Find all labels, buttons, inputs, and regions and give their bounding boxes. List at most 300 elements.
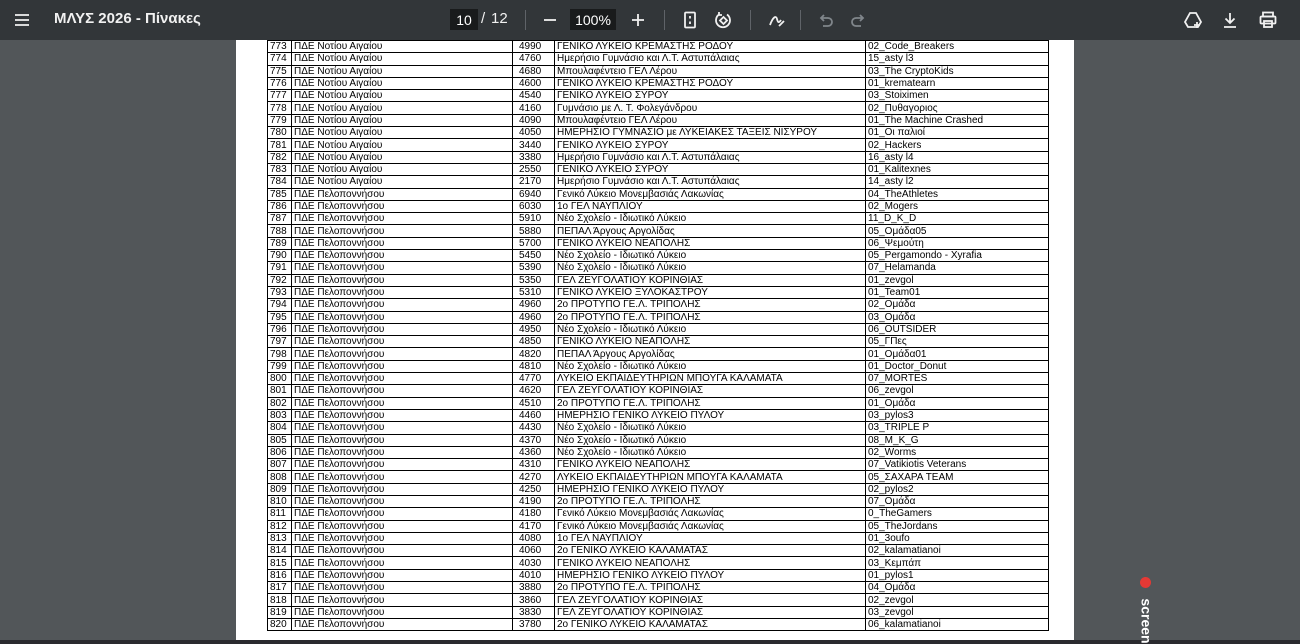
region-cell: ΠΔΕ Πελοποννήσου [292,618,513,630]
row-number-cell: 817 [268,582,292,594]
row-number-cell: 809 [268,483,292,495]
region-cell: ΠΔΕ Πελοποννήσου [292,532,513,544]
table-row [268,90,1049,102]
score-cell: 6940 [513,188,555,200]
download-icon [1220,10,1240,30]
score-cell: 4050 [513,127,555,139]
score-cell: 4030 [513,557,555,569]
team-cell: 05_Pergamondo - Xyrafia [866,250,1049,262]
region-cell: ΠΔΕ Νοτίου Αιγαίου [292,163,513,175]
row-number-cell: 818 [268,594,292,606]
team-cell: 06_Ψεμούτη [866,237,1049,249]
results-table [267,40,1049,631]
row-number-cell: 773 [268,41,292,53]
table-row [268,360,1049,372]
table-row [268,139,1049,151]
zoom-out-button[interactable] [538,6,562,34]
school-cell: ΓΕΝΙΚΟ ΛΥΚΕΙΟ ΣΥΡΟΥ [555,139,866,151]
row-number-cell: 798 [268,348,292,360]
region-cell: ΠΔΕ Πελοποννήσου [292,508,513,520]
row-number-cell: 819 [268,606,292,618]
region-cell: ΠΔΕ Πελοποννήσου [292,360,513,372]
table-row [268,569,1049,581]
school-cell: Νέο Σχολείο - Ιδιωτικό Λύκειο [555,360,866,372]
school-cell: ΗΜΕΡΗΣΙΟ ΓΥΜΝΑΣΙΟ με ΛΥΚΕΙΑΚΕΣ ΤΑΞΕΙΣ ΝΙΣΥΡΟΥ [555,127,866,139]
row-number-cell: 780 [268,127,292,139]
table-row [268,127,1049,139]
school-cell: ΠΕΠΑΛ Άργους Αργολίδας [555,225,866,237]
row-number-cell: 801 [268,385,292,397]
row-number-cell: 778 [268,102,292,114]
team-cell: 06_zevgol [866,385,1049,397]
toolbar-divider [664,10,665,30]
screen-recording-indicator[interactable] [1136,575,1155,644]
region-cell: ΠΔΕ Πελοποννήσου [292,262,513,274]
school-cell: ΛΥΚΕΙΟ ΕΚΠΑΙΔΕΥΤΗΡΙΩΝ ΜΠΟΥΓΑ ΚΑΛΑΜΑΤΑ [555,471,866,483]
score-cell: 5450 [513,250,555,262]
row-number-cell: 788 [268,225,292,237]
drive-add-icon [1183,10,1203,30]
school-cell: Νέο Σχολείο - Ιδιωτικό Λύκειο [555,434,866,446]
team-cell: 02_pylos2 [866,483,1049,495]
page-total: 12 [491,10,508,27]
team-cell: 03_Ομάδα [866,311,1049,323]
team-cell: 0_TheGamers [866,508,1049,520]
team-cell: 16_asty l4 [866,151,1049,163]
score-cell: 4170 [513,520,555,532]
region-cell: ΠΔΕ Πελοποννήσου [292,557,513,569]
row-number-cell: 795 [268,311,292,323]
redo-button[interactable] [848,6,870,34]
score-cell: 4990 [513,41,555,53]
school-cell: ΓΕΝΙΚΟ ΛΥΚΕΙΟ ΚΡΕΜΑΣΤΗΣ ΡΟΔΟΥ [555,77,866,89]
row-number-cell: 781 [268,139,292,151]
region-cell: ΠΔΕ Νοτίου Αιγαίου [292,65,513,77]
score-cell: 4080 [513,532,555,544]
team-cell: 01_Οι παλιοί [866,127,1049,139]
row-number-cell: 813 [268,532,292,544]
table-row [268,200,1049,212]
team-cell: 07_Vatikiotis Veterans [866,459,1049,471]
pdf-viewer[interactable] [0,40,1300,640]
region-cell: ΠΔΕ Νοτίου Αιγαίου [292,102,513,114]
table-row [268,348,1049,360]
region-cell: ΠΔΕ Πελοποννήσου [292,594,513,606]
row-number-cell: 774 [268,53,292,65]
score-cell: 5350 [513,274,555,286]
team-cell: 02_kalamatianoi [866,545,1049,557]
school-cell: 1ο ΓΕΛ ΝΑΥΠΛΙΟΥ [555,532,866,544]
recording-label: screen [1138,598,1155,644]
table-row [268,323,1049,335]
region-cell: ΠΔΕ Πελοποννήσου [292,274,513,286]
row-number-cell: 787 [268,213,292,225]
table-row [268,299,1049,311]
school-cell: ΗΜΕΡΗΣΙΟ ΓΕΝΙΚΟ ΛΥΚΕΙΟ ΠΥΛΟΥ [555,409,866,421]
school-cell: ΓΕΛ ΖΕΥΓΟΛΑΤΙΟΥ ΚΟΡΙΝΘΙΑΣ [555,606,866,618]
school-cell: Νέο Σχολείο - Ιδιωτικό Λύκειο [555,422,866,434]
school-cell: 2ο ΠΡΟΤΥΠΟ ΓΕ.Λ. ΤΡΙΠΟΛΗΣ [555,582,866,594]
print-icon [1258,10,1278,30]
row-number-cell: 776 [268,77,292,89]
score-cell: 3440 [513,139,555,151]
rotate-icon [713,10,733,30]
table-row [268,483,1049,495]
row-number-cell: 792 [268,274,292,286]
region-cell: ΠΔΕ Νοτίου Αιγαίου [292,127,513,139]
team-cell: 08_M_K_G [866,434,1049,446]
team-cell: 15_asty l3 [866,53,1049,65]
team-cell: 01_zevgol [866,274,1049,286]
score-cell: 4620 [513,385,555,397]
row-number-cell: 820 [268,618,292,630]
row-number-cell: 775 [268,65,292,77]
region-cell: ΠΔΕ Πελοποννήσου [292,446,513,458]
region-cell: ΠΔΕ Πελοποννήσου [292,422,513,434]
school-cell: 2ο ΓΕΝΙΚΟ ΛΥΚΕΙΟ ΚΑΛΑΜΑΤΑΣ [555,545,866,557]
region-cell: ΠΔΕ Πελοποννήσου [292,200,513,212]
table-row [268,237,1049,249]
zoom-level-input[interactable]: 100% [570,9,616,30]
team-cell: 02_Πυθαγοριος [866,102,1049,114]
team-cell: 14_asty l2 [866,176,1049,188]
school-cell: Γενικό Λύκειο Μονεμβασιάς Λακωνίας [555,188,866,200]
table-row [268,311,1049,323]
score-cell: 4960 [513,311,555,323]
row-number-cell: 805 [268,434,292,446]
school-cell: ΓΕΝΙΚΟ ΛΥΚΕΙΟ ΝΕΑΠΟΛΗΣ [555,459,866,471]
region-cell: ΠΔΕ Πελοποννήσου [292,286,513,298]
school-cell: Γενικό Λύκειο Μονεμβασιάς Λακωνίας [555,520,866,532]
score-cell: 4820 [513,348,555,360]
region-cell: ΠΔΕ Νοτίου Αιγαίου [292,176,513,188]
zoom-in-button[interactable] [626,6,650,34]
school-cell: Ημερήσιο Γυμνάσιο και Λ.Τ. Αστυπάλαιας [555,53,866,65]
score-cell: 2170 [513,176,555,188]
region-cell: ΠΔΕ Πελοποννήσου [292,311,513,323]
toolbar-divider [800,10,801,30]
table-row [268,250,1049,262]
region-cell: ΠΔΕ Πελοποννήσου [292,582,513,594]
school-cell: 2ο ΠΡΟΤΥΠΟ ΓΕ.Λ. ΤΡΙΠΟΛΗΣ [555,495,866,507]
score-cell: 4680 [513,65,555,77]
table-row [268,213,1049,225]
school-cell: ΓΕΝΙΚΟ ΛΥΚΕΙΟ ΝΕΑΠΟΛΗΣ [555,336,866,348]
region-cell: ΠΔΕ Πελοποννήσου [292,213,513,225]
team-cell: 02_Hackers [866,139,1049,151]
row-number-cell: 796 [268,323,292,335]
team-cell: 04_TheAthletes [866,188,1049,200]
score-cell: 5390 [513,262,555,274]
fit-page-icon [680,10,700,30]
school-cell: Νέο Σχολείο - Ιδιωτικό Λύκειο [555,446,866,458]
table-row [268,582,1049,594]
region-cell: ΠΔΕ Πελοποννήσου [292,299,513,311]
score-cell: 4360 [513,446,555,458]
region-cell: ΠΔΕ Πελοποννήσου [292,606,513,618]
score-cell: 4540 [513,90,555,102]
row-number-cell: 814 [268,545,292,557]
score-cell: 3860 [513,594,555,606]
region-cell: ΠΔΕ Νοτίου Αιγαίου [292,114,513,126]
team-cell: 02_Ομάδα [866,299,1049,311]
table-row [268,225,1049,237]
table-row [268,163,1049,175]
team-cell: 11_D_K_D [866,213,1049,225]
toolbar-divider [525,10,526,30]
row-number-cell: 791 [268,262,292,274]
team-cell: 06_OUTSIDER [866,323,1049,335]
team-cell: 05_ΣΑΧΑΡΑ TEAM [866,471,1049,483]
pdf-page [236,40,1074,640]
team-cell: 07_Helamanda [866,262,1049,274]
document-title: ΜΛΥΣ 2026 - Πίνακες [54,10,201,27]
table-row [268,594,1049,606]
pen-icon [767,10,787,30]
row-number-cell: 799 [268,360,292,372]
region-cell: ΠΔΕ Πελοποννήσου [292,225,513,237]
table-row [268,532,1049,544]
table-row [268,471,1049,483]
region-cell: ΠΔΕ Πελοποννήσου [292,520,513,532]
page-separator: / [481,10,486,27]
region-cell: ΠΔΕ Νοτίου Αιγαίου [292,53,513,65]
team-cell: 07_MORTES [866,373,1049,385]
table-row [268,422,1049,434]
school-cell: ΓΕΛ ΖΕΥΓΟΛΑΤΙΟΥ ΚΟΡΙΝΘΙΑΣ [555,274,866,286]
school-cell: Ημερήσιο Γυμνάσιο και Λ.Τ. Αστυπάλαιας [555,176,866,188]
page-number-input[interactable]: 10 [450,9,478,30]
plus-icon [628,10,648,30]
row-number-cell: 800 [268,373,292,385]
team-cell: 01_pylos1 [866,569,1049,581]
region-cell: ΠΔΕ Πελοποννήσου [292,336,513,348]
table-row [268,114,1049,126]
row-number-cell: 789 [268,237,292,249]
row-number-cell: 782 [268,151,292,163]
table-row [268,65,1049,77]
school-cell: Νέο Σχολείο - Ιδιωτικό Λύκειο [555,250,866,262]
region-cell: ΠΔΕ Πελοποννήσου [292,483,513,495]
region-cell: ΠΔΕ Πελοποννήσου [292,237,513,249]
school-cell: ΗΜΕΡΗΣΙΟ ΓΕΝΙΚΟ ΛΥΚΕΙΟ ΠΥΛΟΥ [555,483,866,495]
region-cell: ΠΔΕ Νοτίου Αιγαίου [292,151,513,163]
table-row [268,606,1049,618]
score-cell: 4180 [513,508,555,520]
rotate-button[interactable] [710,6,736,34]
row-number-cell: 806 [268,446,292,458]
region-cell: ΠΔΕ Νοτίου Αιγαίου [292,139,513,151]
score-cell: 4950 [513,323,555,335]
school-cell: Μπουλαφέντειο ΓΕΛ Λέρου [555,65,866,77]
row-number-cell: 785 [268,188,292,200]
row-number-cell: 786 [268,200,292,212]
school-cell: ΓΕΝΙΚΟ ΛΥΚΕΙΟ ΚΡΕΜΑΣΤΗΣ ΡΟΔΟΥ [555,41,866,53]
region-cell: ΠΔΕ Νοτίου Αιγαίου [292,41,513,53]
school-cell: Ημερήσιο Γυμνάσιο και Λ.Τ. Αστυπάλαιας [555,151,866,163]
table-row [268,286,1049,298]
menu-button[interactable] [8,6,36,34]
school-cell: ΓΕΝΙΚΟ ΛΥΚΕΙΟ ΝΕΑΠΟΛΗΣ [555,237,866,249]
row-number-cell: 797 [268,336,292,348]
record-dot-icon [1140,577,1151,588]
team-cell: 02_Code_Breakers [866,41,1049,53]
table-row [268,102,1049,114]
score-cell: 4190 [513,495,555,507]
row-number-cell: 808 [268,471,292,483]
table-row [268,385,1049,397]
region-cell: ΠΔΕ Πελοποννήσου [292,373,513,385]
region-cell: ΠΔΕ Πελοποννήσου [292,545,513,557]
region-cell: ΠΔΕ Νοτίου Αιγαίου [292,77,513,89]
school-cell: ΗΜΕΡΗΣΙΟ ΓΕΝΙΚΟ ΛΥΚΕΙΟ ΠΥΛΟΥ [555,569,866,581]
region-cell: ΠΔΕ Πελοποννήσου [292,348,513,360]
score-cell: 3880 [513,582,555,594]
region-cell: ΠΔΕ Πελοποννήσου [292,434,513,446]
score-cell: 3380 [513,151,555,163]
region-cell: ΠΔΕ Νοτίου Αιγαίου [292,90,513,102]
school-cell: Γενικό Λύκειο Μονεμβασιάς Λακωνίας [555,508,866,520]
school-cell: Νέο Σχολείο - Ιδιωτικό Λύκειο [555,323,866,335]
row-number-cell: 793 [268,286,292,298]
score-cell: 5310 [513,286,555,298]
row-number-cell: 783 [268,163,292,175]
school-cell: ΓΕΛ ΖΕΥΓΟΛΑΤΙΟΥ ΚΟΡΙΝΘΙΑΣ [555,385,866,397]
score-cell: 4850 [513,336,555,348]
region-cell: ΠΔΕ Πελοποννήσου [292,323,513,335]
score-cell: 4370 [513,434,555,446]
school-cell: ΠΕΠΑΛ Άργους Αργολίδας [555,348,866,360]
table-row [268,373,1049,385]
team-cell: 01_Ομάδα01 [866,348,1049,360]
score-cell: 4810 [513,360,555,372]
table-row [268,188,1049,200]
team-cell: 03_TRIPLE P [866,422,1049,434]
add-to-drive-button[interactable] [1180,6,1206,34]
score-cell: 5910 [513,213,555,225]
table-row [268,520,1049,532]
region-cell: ΠΔΕ Πελοποννήσου [292,569,513,581]
school-cell: 2ο ΠΡΟΤΥΠΟ ΓΕ.Λ. ΤΡΙΠΟΛΗΣ [555,299,866,311]
score-cell: 4430 [513,422,555,434]
table-row [268,545,1049,557]
team-cell: 02_Worms [866,446,1049,458]
score-cell: 5700 [513,237,555,249]
table-row [268,459,1049,471]
table-row [268,495,1049,507]
row-number-cell: 810 [268,495,292,507]
team-cell: 03_Stoiximen [866,90,1049,102]
score-cell: 4270 [513,471,555,483]
school-cell: ΓΕΝΙΚΟ ΛΥΚΕΙΟ ΞΥΛΟΚΑΣΤΡΟΥ [555,286,866,298]
table-row [268,77,1049,89]
score-cell: 4760 [513,53,555,65]
print-button[interactable] [1255,6,1281,34]
row-number-cell: 779 [268,114,292,126]
table-row [268,397,1049,409]
row-number-cell: 777 [268,90,292,102]
region-cell: ΠΔΕ Πελοποννήσου [292,385,513,397]
region-cell: ΠΔΕ Πελοποννήσου [292,409,513,421]
score-cell: 4090 [513,114,555,126]
score-cell: 3780 [513,618,555,630]
table-row [268,409,1049,421]
region-cell: ΠΔΕ Πελοποννήσου [292,471,513,483]
row-number-cell: 816 [268,569,292,581]
team-cell: 02_zevgol [866,594,1049,606]
score-cell: 4460 [513,409,555,421]
team-cell: 01_krematearn [866,77,1049,89]
download-button[interactable] [1218,6,1242,34]
team-cell: 02_Mogers [866,200,1049,212]
score-cell: 4250 [513,483,555,495]
pdf-toolbar [0,0,1300,40]
table-row [268,557,1049,569]
team-cell: 01_Ομάδα [866,397,1049,409]
minus-icon [540,10,560,30]
row-number-cell: 784 [268,176,292,188]
team-cell: 03_pylos3 [866,409,1049,421]
team-cell: 01_Team01 [866,286,1049,298]
score-cell: 4770 [513,373,555,385]
table-row [268,53,1049,65]
school-cell: 2ο ΠΡΟΤΥΠΟ ΓΕ.Λ. ΤΡΙΠΟΛΗΣ [555,311,866,323]
score-cell: 6030 [513,200,555,212]
team-cell: 03_zevgol [866,606,1049,618]
school-cell: ΓΕΝΙΚΟ ΛΥΚΕΙΟ ΣΥΡΟΥ [555,163,866,175]
school-cell: ΛΥΚΕΙΟ ΕΚΠΑΙΔΕΥΤΗΡΙΩΝ ΜΠΟΥΓΑ ΚΑΛΑΜΑΤΑ [555,373,866,385]
table-row [268,508,1049,520]
table-row [268,446,1049,458]
score-cell: 4960 [513,299,555,311]
team-cell: 01_Doctor_Donut [866,360,1049,372]
region-cell: ΠΔΕ Πελοποννήσου [292,250,513,262]
row-number-cell: 811 [268,508,292,520]
team-cell: 05_TheJordans [866,520,1049,532]
row-number-cell: 794 [268,299,292,311]
table-row [268,336,1049,348]
table-row [268,262,1049,274]
table-row [268,618,1049,630]
fit-to-page-button[interactable] [678,6,702,34]
score-cell: 4600 [513,77,555,89]
score-cell: 4510 [513,397,555,409]
team-cell: 05_ΓΠες [866,336,1049,348]
table-row [268,41,1049,53]
school-cell: Μπουλαφέντειο ΓΕΛ Λέρου [555,114,866,126]
row-number-cell: 803 [268,409,292,421]
team-cell: 07_Ομάδα [866,495,1049,507]
hamburger-icon [12,10,32,30]
school-cell: ΓΕΝΙΚΟ ΛΥΚΕΙΟ ΣΥΡΟΥ [555,90,866,102]
school-cell: 2ο ΓΕΝΙΚΟ ΛΥΚΕΙΟ ΚΑΛΑΜΑΤΑΣ [555,618,866,630]
team-cell: 05_Ομάδα05 [866,225,1049,237]
team-cell: 03_The CryptoKids [866,65,1049,77]
team-cell: 01_3oufo [866,532,1049,544]
table-row [268,151,1049,163]
annotate-button[interactable] [764,6,790,34]
school-cell: 1ο ΓΕΛ ΝΑΥΠΛΙΟΥ [555,200,866,212]
team-cell: 01_Kalitexnes [866,163,1049,175]
undo-button[interactable] [814,6,836,34]
school-cell: ΓΕΝΙΚΟ ΛΥΚΕΙΟ ΝΕΑΠΟΛΗΣ [555,557,866,569]
region-cell: ΠΔΕ Πελοποννήσου [292,495,513,507]
results-table-body [268,41,1049,631]
region-cell: ΠΔΕ Πελοποννήσου [292,459,513,471]
score-cell: 4010 [513,569,555,581]
score-cell: 4160 [513,102,555,114]
school-cell: Νέο Σχολείο - Ιδιωτικό Λύκειο [555,213,866,225]
